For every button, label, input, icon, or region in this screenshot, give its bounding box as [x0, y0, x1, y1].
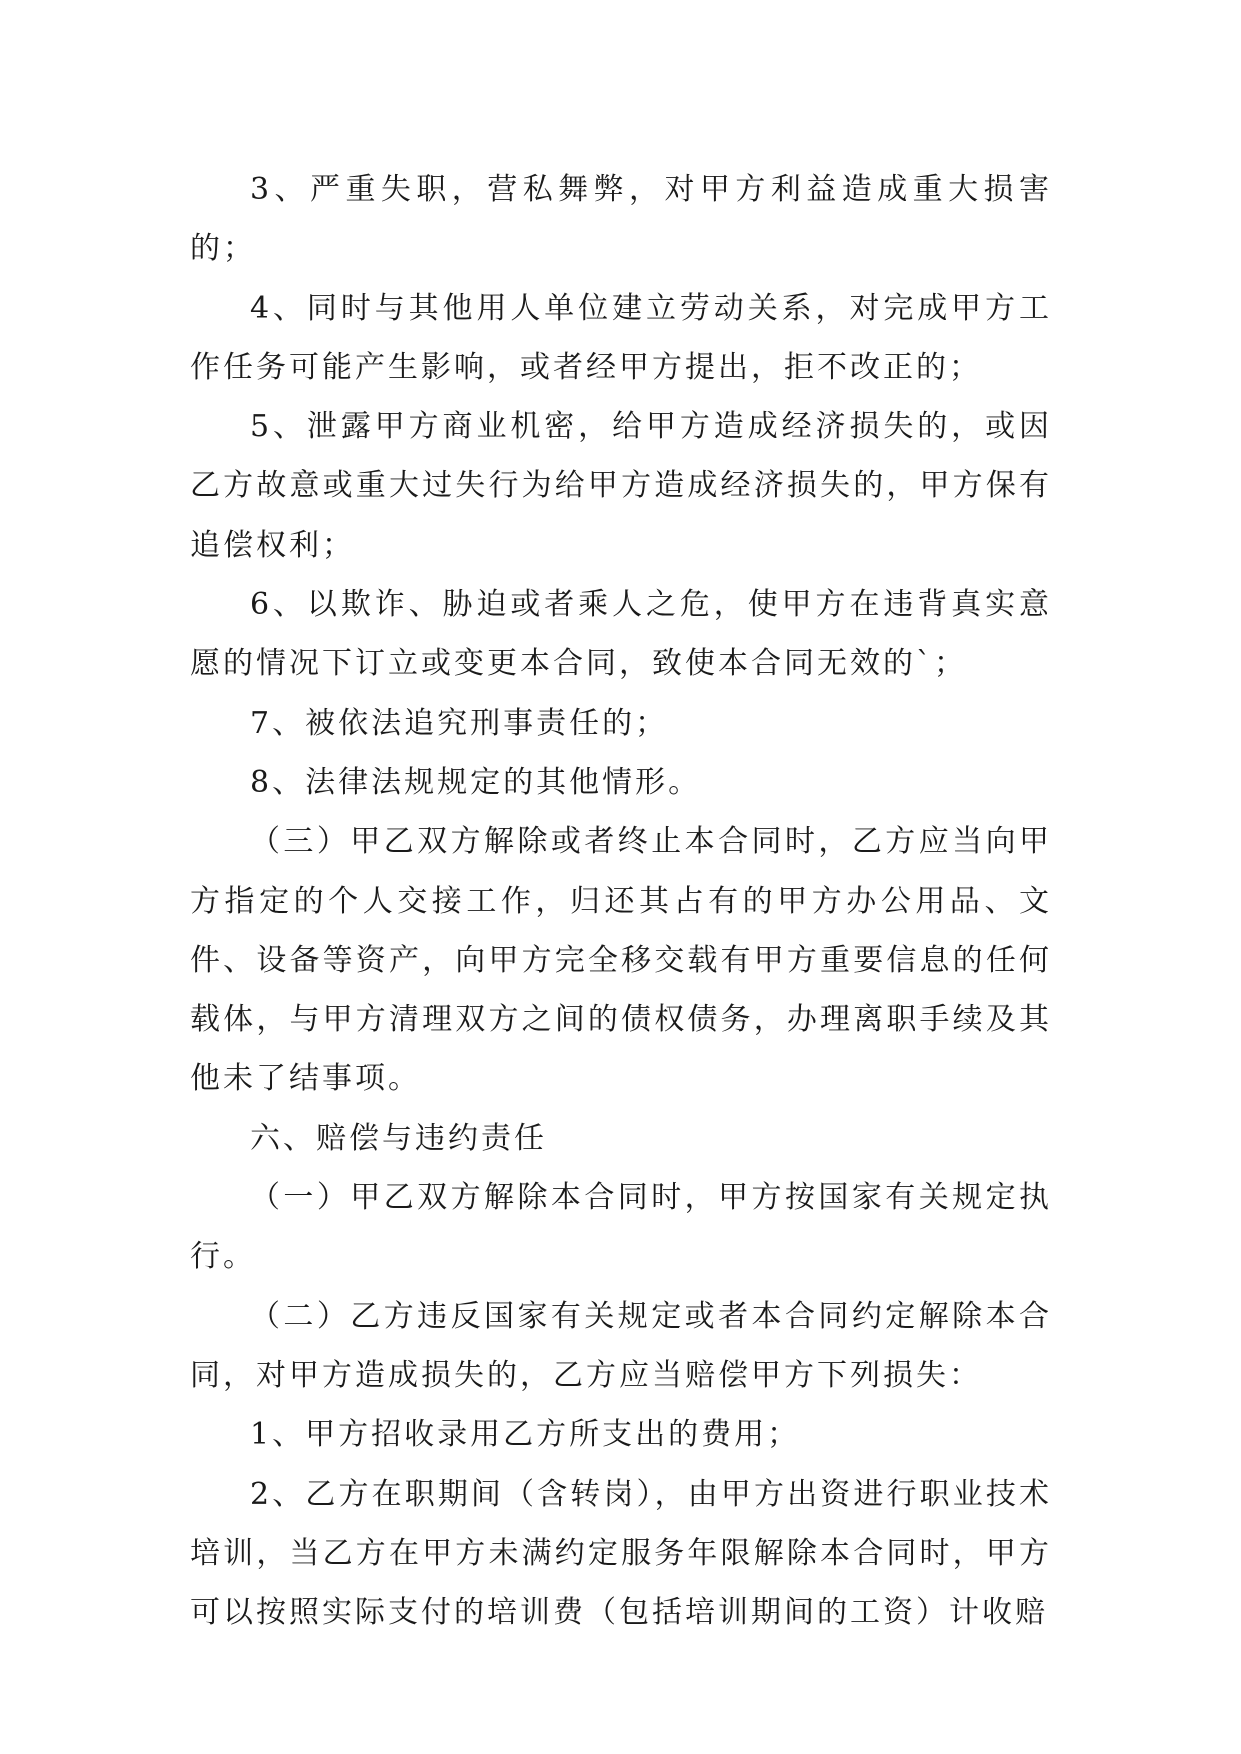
section-2-breach-liability: （二）乙方违反国家有关规定或者本合同约定解除本合同，对甲方造成损失的，乙方应当赔偿甲方下列损失：	[190, 1298, 1052, 1393]
item-1-recruitment-costs: 1、甲方招收录用乙方所支出的费用；	[250, 1417, 801, 1453]
clause-8-other-circumstances: 8、法律法规规定的其他情形。	[250, 764, 702, 800]
clause-5-trade-secrets: 5、泄露甲方商业机密，给甲方造成经济损失的，或因乙方故意或重大过失行为给甲方造成经济损失的，甲方保有追偿权利；	[190, 409, 1052, 563]
item-2-training-costs: 2、乙方在职期间（含转岗），由甲方出资进行职业技术培训，当乙方在甲方未满约定服务年限解除本合同时，甲方可以按照实际支付的培训费（包括培训期间的工资）计收赔	[190, 1476, 1052, 1631]
clause-4-dual-employment: 4、同时与其他用人单位建立劳动关系，对完成甲方工作任务可能产生影响，或者经甲方提出，拒不改正的；	[190, 290, 1052, 385]
clause-7-criminal-liability: 7、被依法追究刑事责任的；	[250, 705, 669, 741]
clause-3-gross-negligence: 3、严重失职，营私舞弊，对甲方利益造成重大损害的；	[190, 172, 1052, 267]
section-3-handover-duties: （三）甲乙双方解除或者终止本合同时，乙方应当向甲方指定的个人交接工作，归还其占有的甲方办公用品、文件、设备等资产，向甲方完全移交载有甲方重要信息的任何载体，与甲方清理双方之间的债权债务，办理离职手续及其他未了结事项。	[190, 824, 1052, 1097]
document-body	[190, 160, 1052, 1642]
clause-6-fraud-coercion: 6、以欺诈、胁迫或者乘人之危，使甲方在违背真实意愿的情况下订立或变更本合同，致使本合同无效的`；	[190, 587, 1052, 682]
chapter-6-heading: 六、赔偿与违约责任	[250, 1120, 547, 1156]
section-1-termination-compensation: （一）甲乙双方解除本合同时，甲方按国家有关规定执行。	[190, 1180, 1052, 1275]
